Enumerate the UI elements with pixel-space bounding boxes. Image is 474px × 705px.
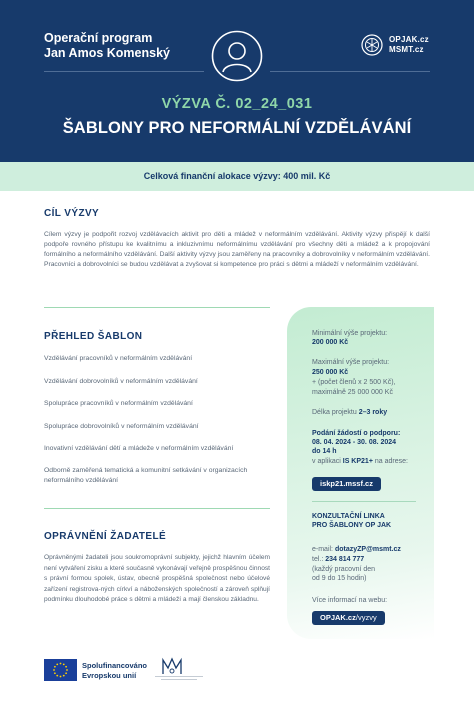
msmt-logo-icon xyxy=(161,656,183,676)
min-amount-value: 200 000 Kč xyxy=(312,339,349,346)
header xyxy=(0,0,474,162)
max-amount-label: Maximální výše projektu: xyxy=(312,359,390,366)
submission-dates: 08. 04. 2024 - 30. 08. 2024 xyxy=(312,439,397,446)
template-item: Vzdělávání dobrovolníků v neformálním vzdělávání xyxy=(44,378,198,385)
msmt-logo-caption xyxy=(155,676,203,680)
web-link-button[interactable]: OPJAK.cz/vyzvy xyxy=(312,611,385,625)
consult-hours: (každý pracovní den xyxy=(312,566,376,573)
goal-heading: CÍL VÝZVY xyxy=(44,208,100,219)
min-amount-label: Minimální výše projektu: xyxy=(312,330,388,337)
goal-text: Cílem výzvy je podpořit rozvoj vzdělávacích aktivit pro děti a mládež v neformálním vzdělávání. Aktivity výzvy přispějí k další podpoře rovného přístupu ke kvalitnímu a inkluzivnímu neformálnímu vzdělávání pro všechny děti a mládež a k propojování formálního a neformálního vzdělávání. Další aktivity výzvy jsou zaměřeny na pracovníky a dobrovolníky v neformálním vzdělávání. Pracovníci a dobrovolníci se budou vzdělávat a zvyšovat si kompetence pro práci s dětmi a mládeží v neformálním vzdělávání. xyxy=(44,231,430,268)
brand-text: OPJAK.cz MSMT.cz xyxy=(389,35,429,54)
call-number: VÝZVA Č. 02_24_031 xyxy=(161,96,313,112)
applicants-text: Oprávněnými žadateli jsou soukromoprávní subjekty, jejichž hlavním účelem není vytváření zisku a které současně vykonávají veřejně prospěšnou činnost s právní formou spolek, ústav, obecně prospěšná společnost nebo účelové zařízení registrova-ných církví a náboženských společností a zároveň splňují podmínku dlouhodobé práce s dětmi a mládeží a mají členskou základnu. xyxy=(44,554,270,603)
panel-divider xyxy=(312,501,416,502)
header-divider-left xyxy=(44,71,204,72)
header-divider-right xyxy=(270,71,430,72)
person-icon xyxy=(211,30,263,82)
eu-cofunded-text: Spolufinancováno Evropskou unií xyxy=(82,661,148,680)
application-note: v aplikaci IS KP21+ na adrese: xyxy=(312,458,408,465)
consult-email: e-mail: dotazyZP@msmt.cz xyxy=(312,546,401,553)
max-amount-note: maximálně 25 000 000 Kč xyxy=(312,389,393,396)
templates-heading: PŘEHLED ŠABLON xyxy=(44,331,143,342)
template-item: Vzdělávání pracovníků v neformálním vzdělávání xyxy=(44,355,193,362)
template-item: Odborně zaměřená tematická a komunitní setkávání v organizacích neformálního vzdělávání xyxy=(44,467,248,484)
eu-flag-icon xyxy=(44,659,77,681)
section-divider xyxy=(44,508,270,509)
info-panel xyxy=(287,307,434,639)
opjak-logo-icon xyxy=(361,34,383,56)
applicants-heading: OPRÁVNĚNÍ ŽADATELÉ xyxy=(44,531,167,542)
template-item: Spolupráce pracovníků v neformálním vzdělávání xyxy=(44,400,193,407)
template-item: Spolupráce dobrovolníků v neformálním vzdělávání xyxy=(44,423,199,430)
submission-time: do 14 h xyxy=(312,448,337,455)
email-link[interactable]: dotazyZP@msmt.cz xyxy=(334,546,401,553)
page-title: ŠABLONY PRO NEFORMÁLNÍ VZDĚLÁVÁNÍ xyxy=(62,119,412,137)
project-length: Délka projektu 2–3 roky xyxy=(312,409,388,416)
max-amount-value: 250 000 Kč xyxy=(312,369,349,376)
consult-phone: tel.: 234 814 777 xyxy=(312,556,365,563)
opjak-brand[interactable] xyxy=(361,34,429,56)
program-title: Operační program Jan Amos Komenský xyxy=(44,31,170,60)
consult-title: PRO ŠABLONY OP JAK xyxy=(312,522,392,529)
max-amount-note: + (počet členů x 2 500 Kč), xyxy=(312,379,396,386)
consult-hours: od 9 do 15 hodin) xyxy=(312,575,367,582)
allocation-banner: Celková finanční alokace výzvy: 400 mil. Kč xyxy=(0,162,474,191)
section-divider xyxy=(44,307,270,308)
iskp-link-button[interactable]: iskp21.mssf.cz xyxy=(312,477,381,491)
template-item: Inovativní vzdělávání dětí a mládeže v neformálním vzdělávání xyxy=(44,445,234,452)
more-info-label: Více informací na webu: xyxy=(312,597,388,604)
consult-title: KONZULTAČNÍ LINKA xyxy=(312,513,385,520)
submission-title: Podání žádostí o podporu: xyxy=(312,430,401,437)
